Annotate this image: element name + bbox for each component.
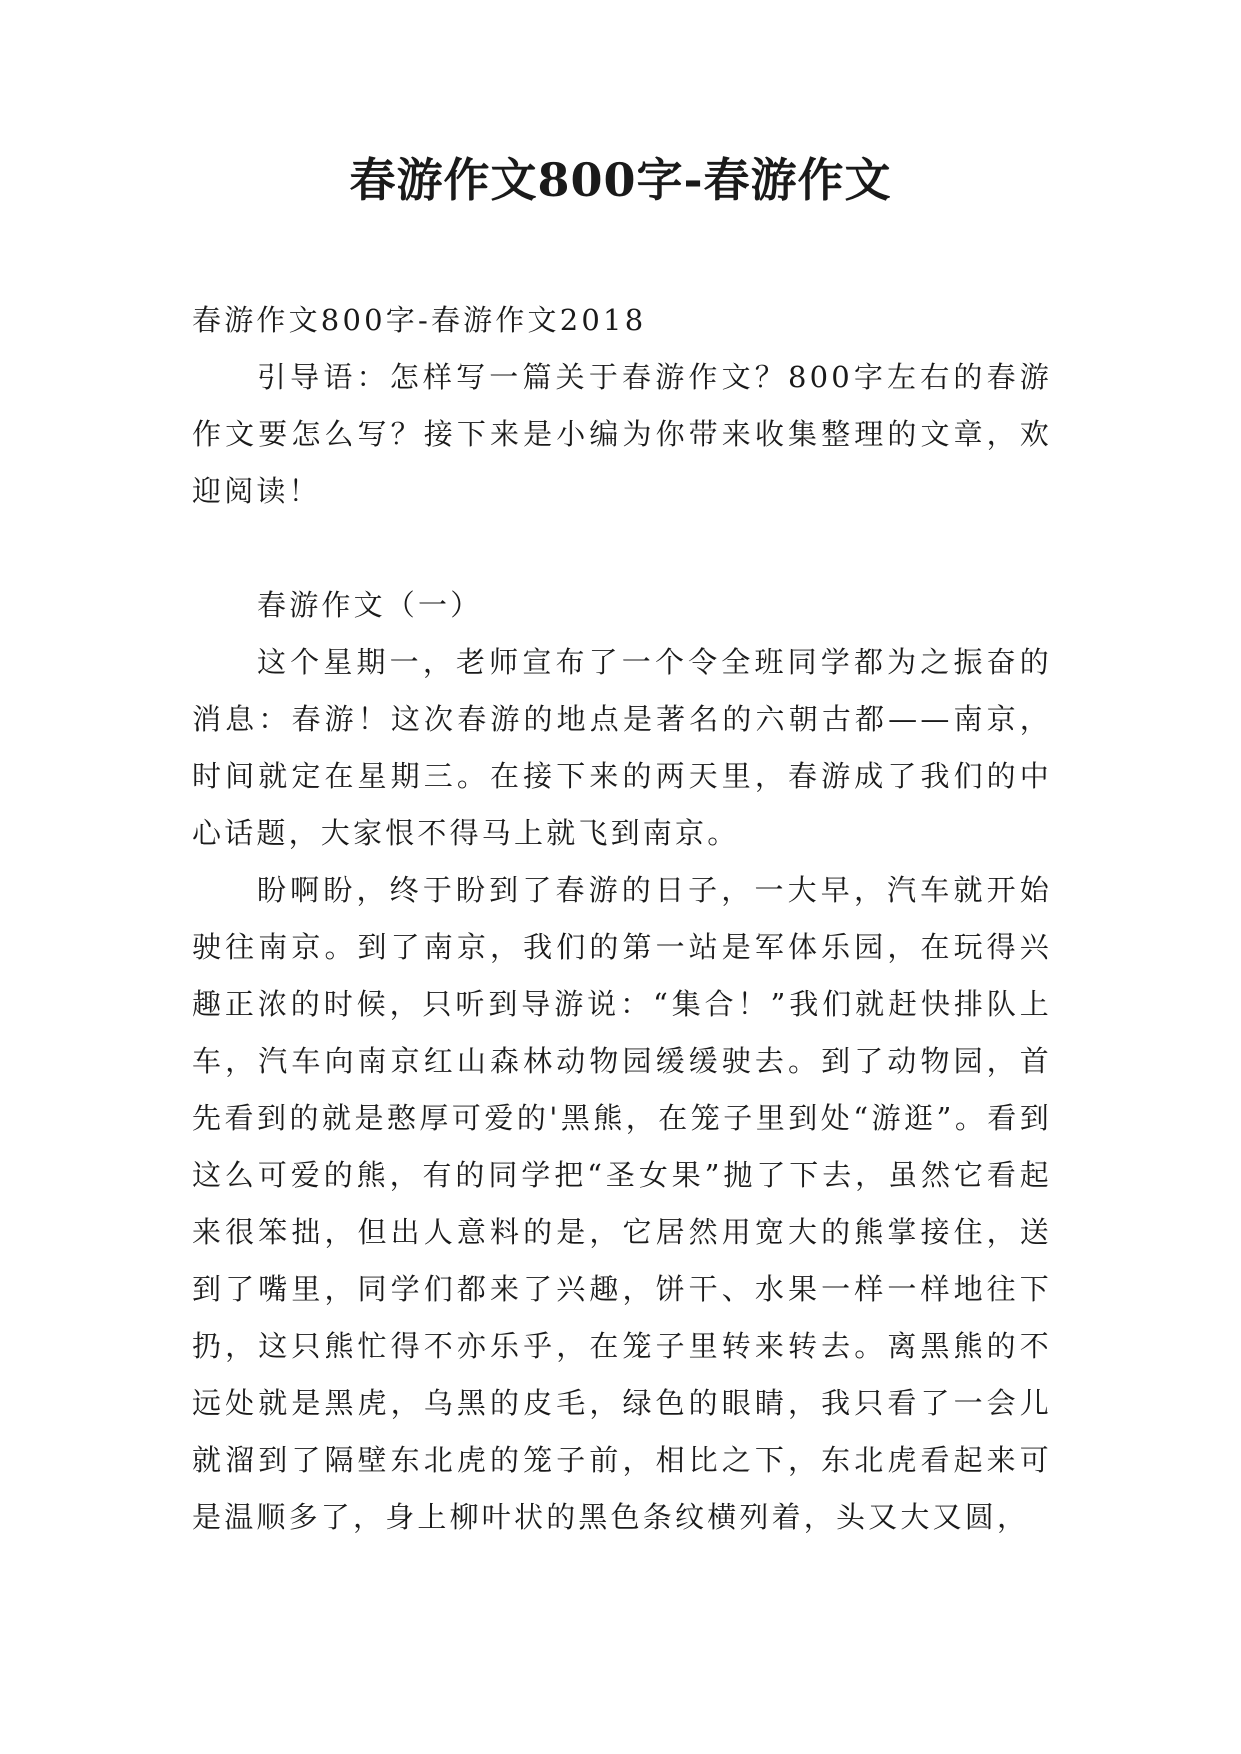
intro-paragraph: 引导语：怎样写一篇关于春游作文？800字左右的春游作文要怎么写？接下来是小编为你带来收集整理的文章，欢迎阅读！ xyxy=(192,360,1052,508)
body-paragraph: 这个星期一，老师宣布了一个令全班同学都为之振奋的消息：春游！这次春游的地点是著名的六朝古都——南京，时间就定在星期三。在接下来的两天里，春游成了我们的中心话题，大家恨不得马上就飞到南京。 xyxy=(192,645,1052,850)
document-subtitle: 春游作文800字-春游作文2018 xyxy=(192,303,647,337)
body-paragraph: 盼啊盼，终于盼到了春游的日子，一大早，汽车就开始驶往南京。到了南京，我们的第一站是军体乐园，在玩得兴趣正浓的时候，只听到导游说：“集合！”我们就赶快排队上车，汽车向南京红山森林动物园缓缓驶去。到了动物园，首先看到的就是憨厚可爱的'黑熊，在笼子里到处“游逛”。看到这么可爱的熊，有的同学把“圣女果”抛了下去，虽然它看起来很笨拙，但出人意料的是，它居然用宽大的熊掌接住，送到了嘴里，同学们都来了兴趣，饼干、水果一样一样地往下扔，这只熊忙得不亦乐乎，在笼子里转来转去。离黑熊的不远处就是黑虎，乌黑的皮毛，绿色的眼睛，我只看了一会儿就溜到了隔壁东北虎的笼子前，相比之下，东北虎看起来可是温顺多了，身上柳叶状的黑色条纹横列着，头又大又圆， xyxy=(192,873,1052,1534)
section-heading: 春游作文（一） xyxy=(257,588,483,622)
paragraph-spacer xyxy=(192,520,1052,577)
document-body xyxy=(192,292,1052,1546)
document-title: 春游作文800字-春游作文 xyxy=(349,153,892,207)
